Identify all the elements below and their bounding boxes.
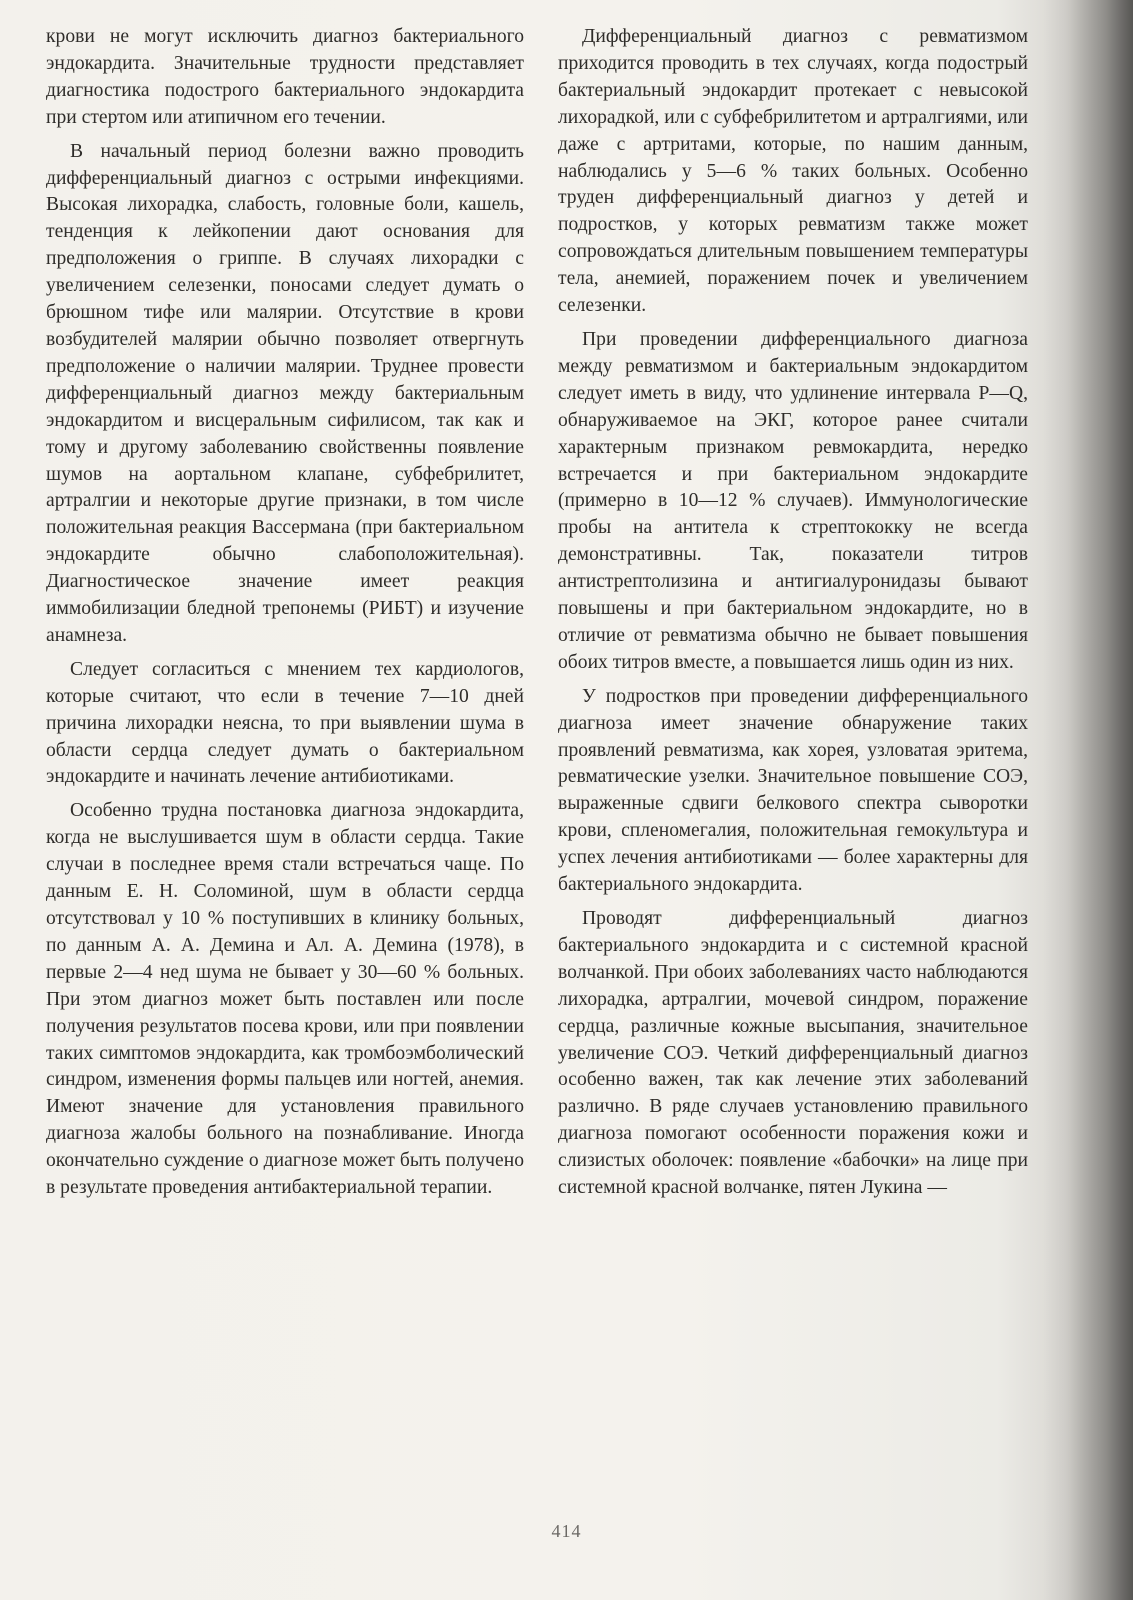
left-text-column	[46, 24, 524, 1209]
paragraph: Проводят дифференциальный диагноз бактериального эндокардита и с системной красной волчанкой. При обоих заболеваниях часто наблюдаются лихорадка, артралгии, мочевой синдром, поражение сердца, различные кожные высыпания, значительное увеличение СОЭ. Четкий дифференциальный диагноз особенно важен, так как лечение этих заболеваний различно. В ряде случаев установлению правильного диагноза помогают особенности поражения кожи и слизистых оболочек: появление «бабочки» на лице при системной красной волчанке, пятен Лукина —	[558, 908, 1028, 1199]
paragraph: Дифференциальный диагноз с ревматизмом приходится проводить в тех случаях, когда подострый бактериальный эндокардит протекает с невысокой лихорадкой, или с субфебрилитетом и артралгиями, или даже с артритами, которые, по нашим данным, наблюдались у 5—6 % таких больных. Особенно труден дифференциальный диагноз у детей и подростков, у которых ревматизм также может сопровождаться длительным повышением температуры тела, анемией, поражением почек и увеличением селезенки.	[558, 26, 1028, 317]
page-number: 414	[551, 1521, 582, 1541]
right-text-column	[558, 24, 1028, 1209]
paragraph: При проведении дифференциального диагноза между ревматизмом и бактериальным эндокардитом следует иметь в виду, что удлинение интервала P—Q, обнаруживаемое на ЭКГ, которое ранее считали характерным признаком ревмокардита, нередко встречается и при бактериальном эндокардите (примерно в 10—12 % случаев). Иммунологические пробы на антитела к стрептококку не всегда демонстративны. Так, показатели титров антистрептолизина и антигиалуронидазы бывают повышены и при бактериальном эндокардите, но в отличие от ревматизма обычно не бывает повышения обоих титров вместе, а повышается лишь один из них.	[558, 328, 1028, 673]
paragraph: В начальный период болезни важно проводить дифференциальный диагноз с острыми инфекциями. Высокая лихорадка, слабость, головные боли, кашель, тенденция к лейкопении дают основания для предположения о гриппе. В случаях лихорадки с увеличением селезенки, поносами следует думать о брюшном тифе или малярии. Отсутствие в крови возбудителей малярии обычно позволяет отвергнуть предположение о наличии малярии. Труднее провести дифференциальный диагноз между бактериальным эндокардитом и висцеральным сифилисом, так как и тому и другому заболеванию свойственны появление шумов на аортальном клапане, субфебрилитет, артралгии и некоторые другие признаки, в том числе положительная реакция Вассермана (при бактериальном эндокардите обычно слабоположительная). Диагностическое значение имеет реакция иммобилизации бледной трепонемы (РИБТ) и изучение анамнеза.	[46, 140, 524, 646]
paragraph: Особенно трудна постановка диагноза эндокардита, когда не выслушивается шум в области сердца. Такие случаи в последнее время стали встречаться чаще. По данным Е. Н. Соломиной, шум в области сердца отсутствовал у 10 % поступивших в клинику больных, по данным А. А. Демина и Ал. А. Демина (1978), в первые 2—4 нед шума не бывает у 30—60 % больных. При этом диагноз может быть поставлен или после получения результатов посева крови, или при появлении таких симптомов эндокардита, как тромбоэмболический синдром, изменения формы пальцев или ногтей, анемия. Имеют значение для установления правильного диагноза жалобы больного на познабливание. Иногда окончательно суждение о диагнозе может быть получено в результате проведения антибактериальной терапии.	[46, 800, 524, 1199]
paragraph: крови не могут исключить диагноз бактериального эндокардита. Значительные трудности представляет диагностика подострого бактериального эндокардита при стертом или атипичном его течении.	[46, 26, 524, 128]
binding-shadow	[1043, 0, 1133, 1600]
paragraph: Следует согласиться с мнением тех кардиологов, которые считают, что если в течение 7—10 дней причина лихорадки неясна, то при выявлении шума в области сердца следует думать о бактериальном эндокардите и начинать лечение антибиотиками.	[46, 658, 524, 788]
paragraph: У подростков при проведении дифференциального диагноза имеет значение обнаружение таких проявлений ревматизма, как хорея, узловатая эритема, ревматические узелки. Значительное повышение СОЭ, выраженные сдвиги белкового спектра сыворотки крови, спленомегалия, положительная гемокультура и успех лечения антибиотиками — более характерны для бактериального эндокардита.	[558, 685, 1028, 896]
